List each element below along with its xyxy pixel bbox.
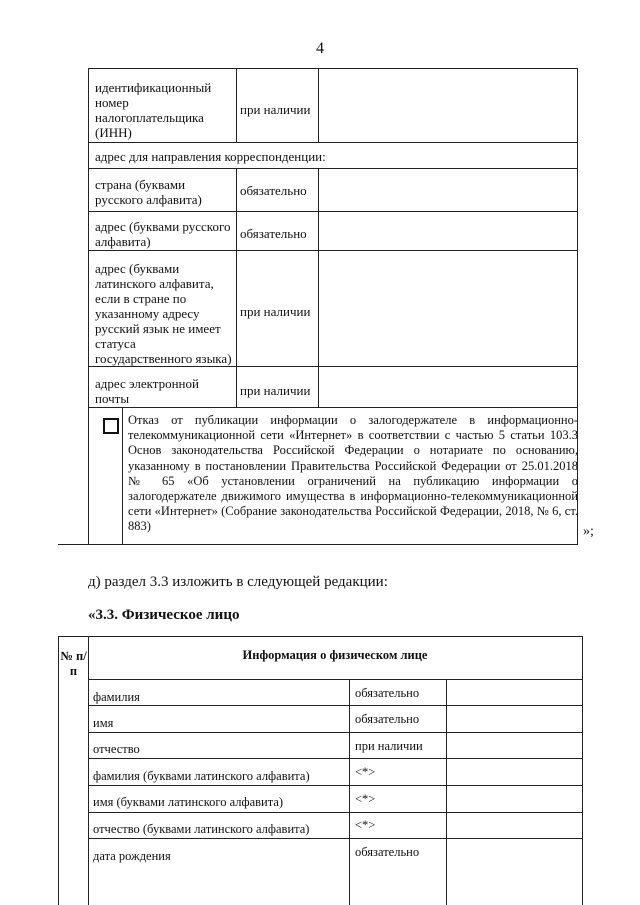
table-cell-label: фамилия (буквами латинского алфавита): [93, 769, 310, 783]
table-cell-requirement: обязательно: [240, 183, 307, 198]
table-rule: [88, 705, 582, 706]
table-rule: [318, 168, 319, 407]
table-rule: [88, 732, 582, 733]
table-cell-requirement: при наличии: [355, 739, 423, 753]
table-rule: [88, 250, 577, 251]
table-rule: [88, 68, 89, 544]
table-section-heading: адрес для направления корреспонденции:: [95, 149, 326, 164]
table-cell-label: отчество: [93, 742, 140, 756]
table-rule: [88, 838, 582, 839]
table-rule: [88, 68, 577, 69]
waiver-text: Отказ от публикации информации о залогодержателе в информационно-телекоммуникационной сети «Интернет» в соответствии с частью 5 статьи 103.3 Основ законодательства Российской Федерации о нотариате по основанию, указанному в постановлении Правительства Российской Федерации от 25.01.2018 № 65 «Об установлении ограничений на публикацию информации о залогодержателе движимого имущества в информационно-телекоммуникационной сети «Интернет» (Собрание законодательства Российской Федерации, 2018, № 6, ст. 883): [128, 413, 578, 534]
table-cell-requirement: <*>: [355, 792, 376, 806]
table-cell-requirement: <*>: [355, 765, 376, 779]
table-cell-requirement: при наличии: [240, 383, 311, 398]
closing-quote: »;: [583, 524, 594, 539]
table-cell-label: адрес электронной почты: [95, 376, 199, 406]
table-rule: [88, 679, 582, 680]
table-cell-label: адрес (буквами латинского алфавита, если в стране по указанному адресу русский язык не имеет статуса государственного языка): [95, 261, 232, 366]
table-rule: [349, 679, 350, 905]
table-rule: [582, 636, 583, 905]
table-rule: [88, 211, 577, 212]
table-cell-requirement: <*>: [355, 818, 376, 832]
table-cell-label: отчество (буквами латинского алфавита): [93, 822, 310, 836]
page-number: 4: [316, 40, 324, 57]
waiver-checkbox[interactable]: [103, 418, 119, 434]
table-cell-requirement: обязательно: [355, 712, 420, 726]
table-cell-label: фамилия: [93, 690, 140, 704]
table-cell-label: имя: [93, 716, 114, 730]
table-cell-requirement: обязательно: [240, 226, 307, 241]
section-title: «3.3. Физическое лицо: [88, 607, 240, 623]
table-rule: [88, 142, 577, 143]
amendment-paragraph: д) раздел 3.3 изложить в следующей редакции:: [88, 574, 388, 590]
table-cell-requirement: при наличии: [240, 304, 311, 319]
table-rule: [236, 168, 237, 407]
table-cell-label: идентификационный номер налогоплательщика (ИНН): [95, 80, 212, 140]
col-number-header: № п/п: [60, 649, 87, 678]
table-cell-requirement: при наличии: [240, 102, 311, 117]
table-cell-label: адрес (буквами русского алфавита): [95, 219, 231, 249]
table-cell-label: страна (буквами русского алфавита): [95, 177, 202, 207]
table-rule: [236, 68, 237, 143]
table-rule: [122, 407, 123, 544]
table-rule: [88, 407, 577, 408]
table-rule: [58, 636, 582, 637]
table-rule: [58, 544, 578, 545]
table-rule: [88, 366, 577, 367]
table-cell-requirement: обязательно: [355, 686, 420, 700]
col-info-header: Информация о физическом лице: [242, 648, 428, 662]
table-rule: [58, 636, 59, 905]
table-rule: [88, 636, 89, 905]
table-cell-label: имя (буквами латинского алфавита): [93, 795, 284, 809]
table-rule: [318, 68, 319, 143]
table-cell-requirement: обязательно: [355, 845, 420, 859]
table-rule: [88, 812, 582, 813]
table-rule: [446, 679, 447, 905]
table-rule: [88, 758, 582, 759]
table-cell-label: дата рождения: [93, 849, 171, 863]
table-rule: [88, 785, 582, 786]
table-rule: [88, 168, 577, 169]
